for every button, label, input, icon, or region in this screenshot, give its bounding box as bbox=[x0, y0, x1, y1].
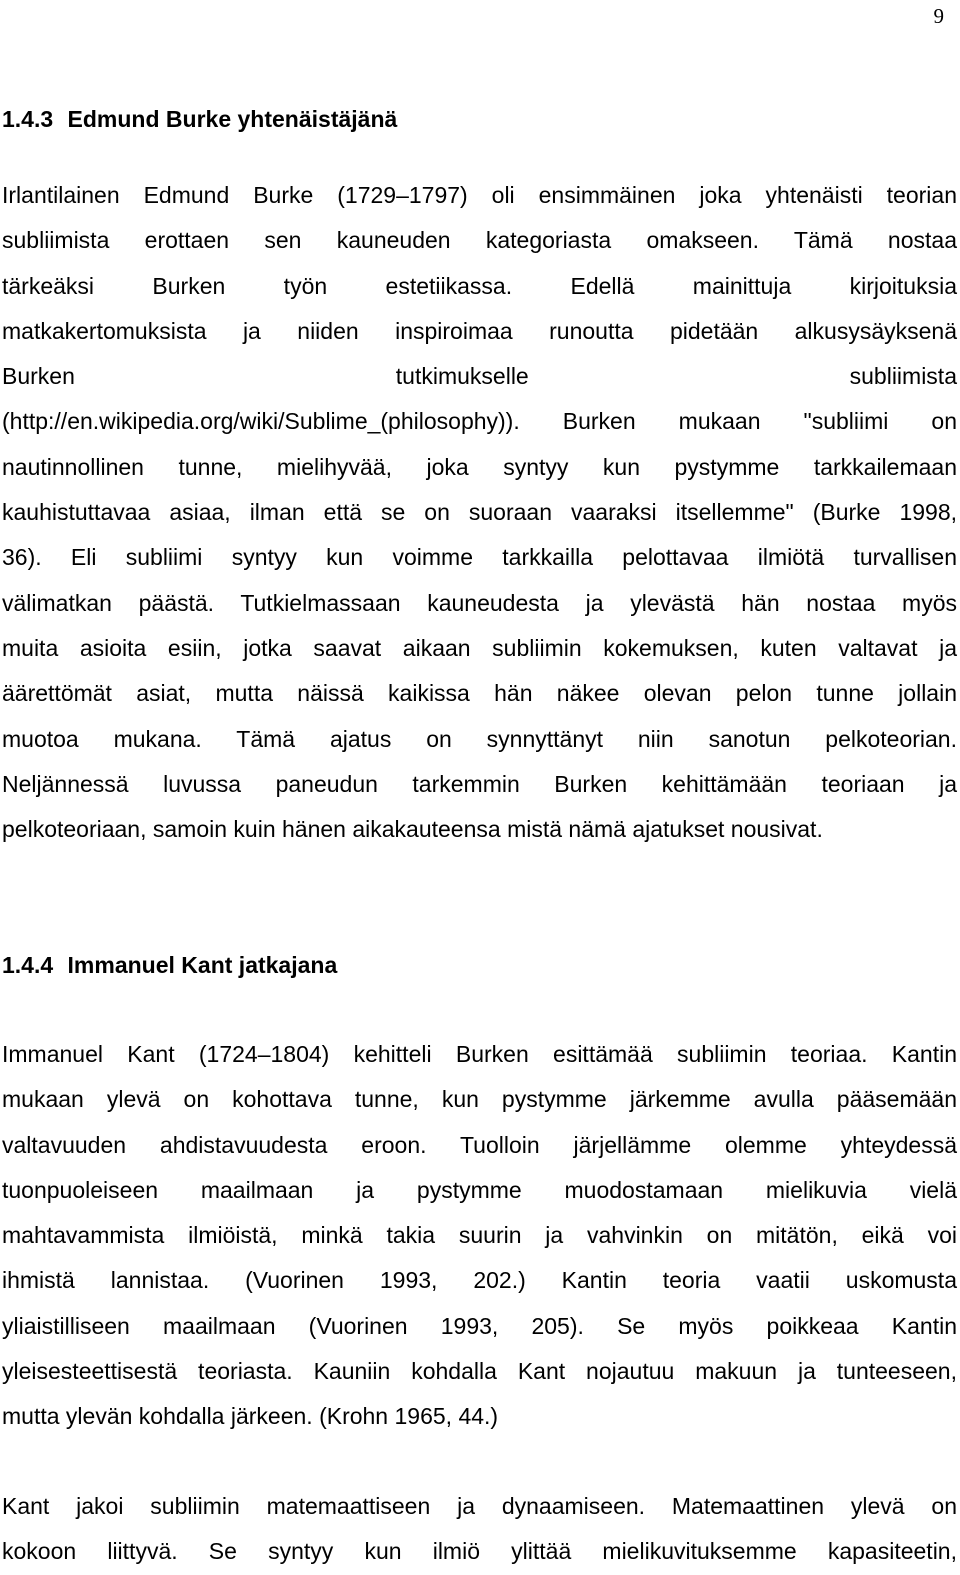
text-line: pelkoteoriaan, samoin kuin hänen aikakauteensa mistä nämä ajatukset nousivat. bbox=[2, 816, 823, 843]
section-number: 1.4.3 bbox=[2, 106, 54, 132]
text-line: mukaan ylevä on kohottava tunne, kun pystymme järkemme avulla pääsemään bbox=[2, 1086, 957, 1113]
section-title: Edmund Burke yhtenäistäjänä bbox=[67, 106, 398, 132]
text-word: subliimista bbox=[849, 363, 957, 390]
text-line bbox=[2, 354, 957, 399]
paragraph-kant-1 bbox=[2, 1032, 957, 1440]
text-line: Kant jakoi subliimin matemaattiseen ja dynaamiseen. Matemaattinen ylevä on bbox=[2, 1493, 957, 1519]
text-line: välimatkan päästä. Tutkielmassaan kauneudesta ja ylevästä hän nostaa myös bbox=[2, 589, 957, 616]
text-line: nautinnollinen tunne, mielihyvää, joka syntyy kun pystymme tarkkailemaan bbox=[2, 453, 957, 480]
section-number: 1.4.4 bbox=[2, 952, 54, 978]
text-line: matkakertomuksista ja niiden inspiroimaa runoutta pidetään alkusysäyksenä bbox=[2, 317, 957, 344]
text-line: subliimista erottaen sen kauneuden kategoriasta omakseen. Tämä nostaa bbox=[2, 227, 957, 254]
text-line: valtavuuden ahdistavuudesta eroon. Tuolloin järjellämme olemme yhteydessä bbox=[2, 1131, 957, 1158]
text-line: muotoa mukana. Tämä ajatus on synnyttänyt niin sanotun pelkoteorian. bbox=[2, 725, 957, 752]
text-line: kokoon liittyvä. Se syntyy kun ilmiö ylittää mielikuvituksemme kapasiteetin, bbox=[2, 1538, 957, 1565]
text-line: mahtavammista ilmiöistä, minkä takia suurin ja vahvinkin on mitätön, eikä voi bbox=[2, 1222, 957, 1249]
text-line: 36). Eli subliimi syntyy kun voimme tarkkailla pelottavaa ilmiötä turvallisen bbox=[2, 544, 957, 571]
page-number: 9 bbox=[933, 4, 944, 28]
section-heading-kant bbox=[2, 952, 337, 979]
text-line: muita asioita esiin, jotka saavat aikaan subliimin kokemuksen, kuten valtavat ja bbox=[2, 634, 957, 661]
section-title: Immanuel Kant jatkajana bbox=[67, 952, 338, 978]
text-word: tutkimukselle bbox=[395, 363, 529, 390]
text-line: yliaistilliseen maailmaan (Vuorinen 1993, 205). Se myös poikkeaa Kantin bbox=[2, 1312, 957, 1339]
paragraph-kant-2 bbox=[2, 1484, 957, 1575]
paragraph-burke bbox=[2, 173, 957, 852]
text-line: ihmistä lannistaa. (Vuorinen 1993, 202.) Kantin teoria vaatii uskomusta bbox=[2, 1267, 957, 1294]
text-line: Immanuel Kant (1724–1804) kehitteli Burken esittämää subliimin teoriaa. Kantin bbox=[2, 1041, 957, 1067]
text-word: Burken bbox=[2, 363, 75, 390]
text-line: yleisesteettisestä teoriasta. Kauniin kohdalla Kant nojautuu makuun ja tunteeseen, bbox=[2, 1358, 957, 1385]
text-line: äärettömät asiat, mutta näissä kaikissa hän näkee olevan pelon tunne jollain bbox=[2, 680, 957, 707]
text-line: mutta ylevän kohdalla järkeen. (Krohn 1965, 44.) bbox=[2, 1403, 499, 1430]
text-line: tuonpuoleiseen maailmaan ja pystymme muodostamaan mielikuvia vielä bbox=[2, 1176, 957, 1203]
text-line: Neljännessä luvussa paneudun tarkemmin Burken kehittämään teoriaan ja bbox=[2, 770, 957, 797]
text-line: kauhistuttavaa asiaa, ilman että se on suoraan vaaraksi itsellemme" (Burke 1998, bbox=[2, 499, 957, 526]
text-line: (http://en.wikipedia.org/wiki/Sublime_(philosophy)). Burken mukaan "subliimi on bbox=[2, 408, 957, 435]
text-line: Irlantilainen Edmund Burke (1729–1797) oli ensimmäinen joka yhtenäisti teorian bbox=[2, 182, 957, 208]
section-heading-burke bbox=[2, 106, 397, 133]
text-line: tärkeäksi Burken työn estetiikassa. Edellä mainittuja kirjoituksia bbox=[2, 272, 957, 299]
